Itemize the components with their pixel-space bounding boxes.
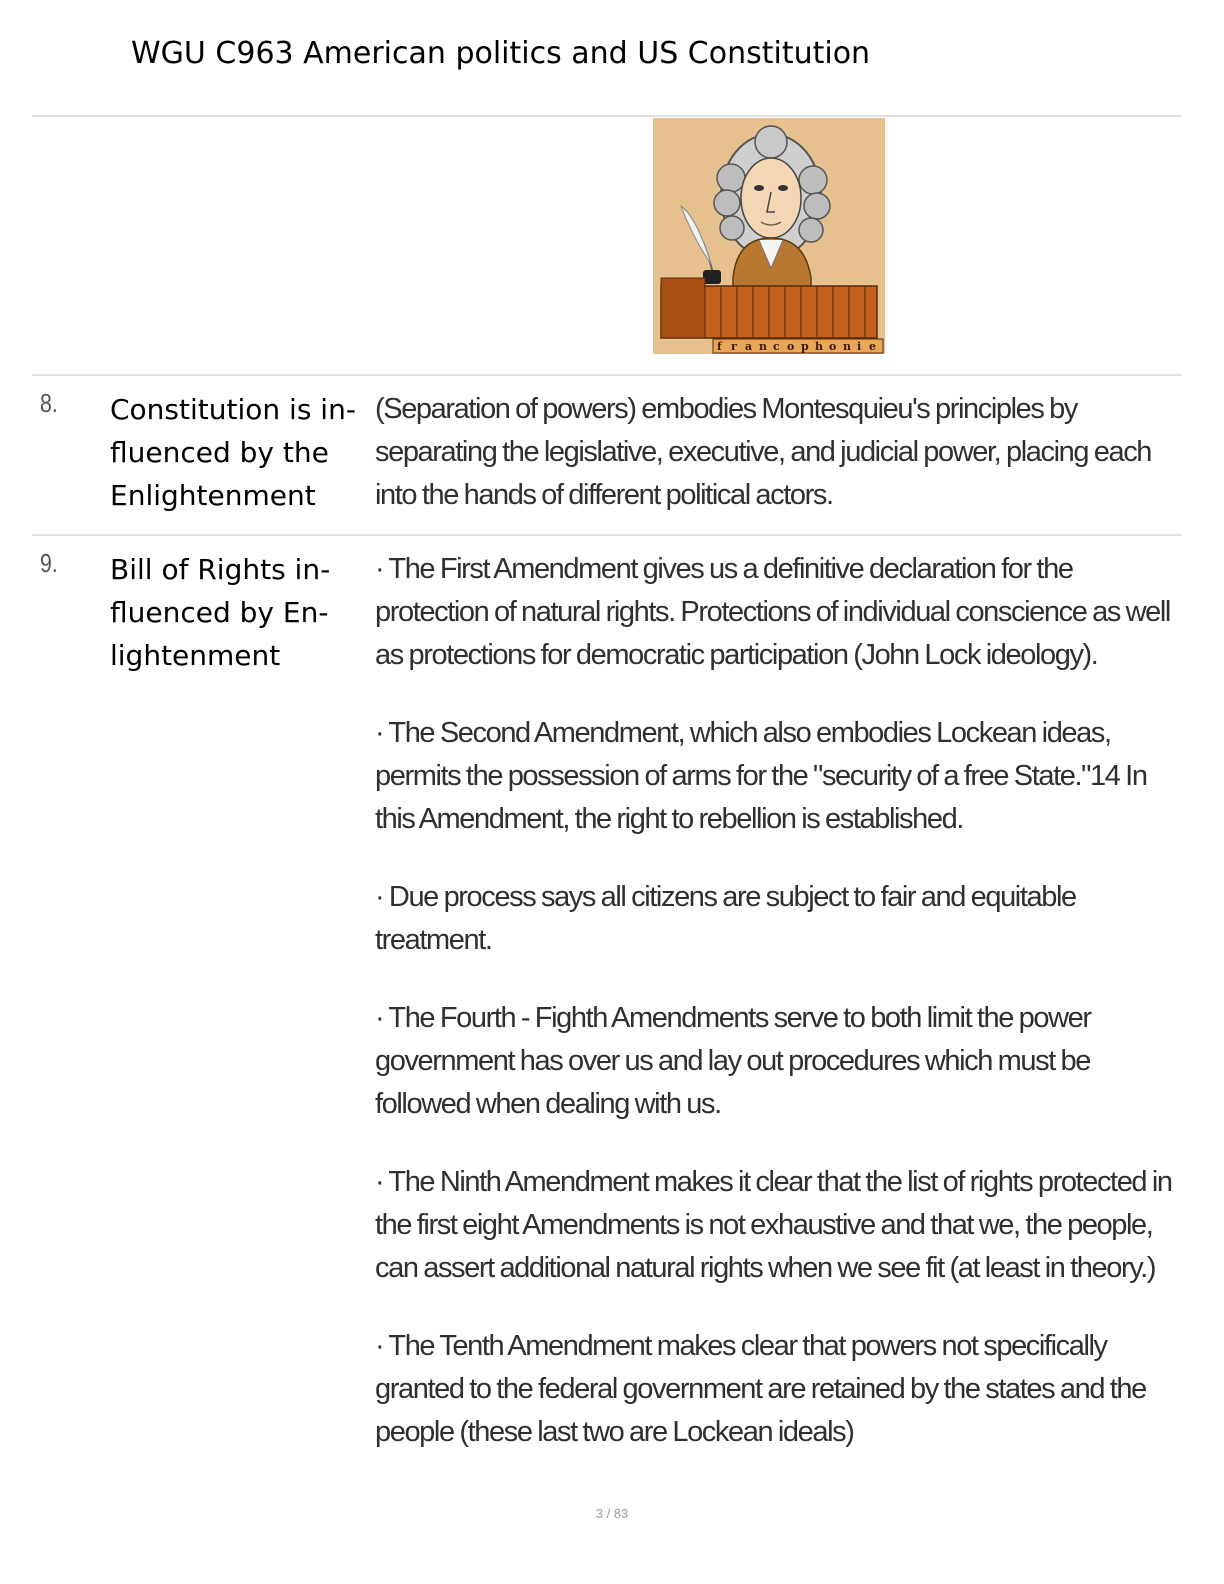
term-number: 8.	[40, 388, 58, 418]
definition-paragraph: (Separation of powers) embodies Montesquieu's principles by separating the legislative, executive, and judicial power, placing each into the hands of different political actors.	[375, 393, 1152, 511]
definition-paragraph: · Due process says all citizens are subject to fair and equitable treatment.	[375, 881, 1076, 956]
definition-paragraph: · The Tenth Amendment makes clear that powers not specifically granted to the federal government are retained by the states and the people (these last two are Lockean ideals)	[375, 1330, 1146, 1448]
divider	[32, 374, 1182, 376]
term-title	[110, 388, 375, 517]
term-title-line: fluenced by the	[110, 436, 329, 469]
banner-letter: o	[787, 340, 795, 353]
banner-letter: c	[773, 340, 780, 353]
definition-paragraph: · The Second Amendment, which also embodies Lockean ideas, permits the possession of arms for the "security of a free State."14 In this Amendment, the right to rebellion is established.	[375, 717, 1147, 835]
term-number: 9.	[40, 548, 58, 578]
philosopher-caricature-illustration	[653, 118, 885, 354]
term-title	[110, 548, 375, 677]
definition-paragraph: · The Ninth Amendment makes it clear that the list of rights protected in the first eight Amendments is not exhaustive and that we, the people, can assert additional natural rights when we see fit (at least in theory.)	[375, 1166, 1172, 1284]
term-title-line: Enlightenment	[110, 479, 316, 512]
term-title-line: Bill of Rights in-	[110, 553, 331, 586]
banner-letter: n	[759, 340, 767, 353]
banner-letter: o	[829, 340, 837, 353]
banner-letter: a	[745, 340, 753, 353]
term-definition	[375, 548, 1180, 1454]
document-title: WGU C963 American politics and US Constitution	[131, 36, 871, 71]
banner-letter: f	[717, 340, 722, 353]
caricature-image	[653, 118, 885, 354]
divider	[32, 534, 1182, 536]
term-title-line: fluenced by En-	[110, 596, 329, 629]
term-title-line: lightenment	[110, 639, 281, 672]
definition-paragraph: · The Fourth - Fighth Amendments serve to both limit the power government has over us and lay out procedures which must be followed when dealing with us.	[375, 1002, 1091, 1120]
banner-letter: i	[857, 340, 862, 353]
page-number: 3 / 83	[595, 1506, 629, 1521]
divider	[32, 115, 1182, 117]
banner-letter: p	[801, 340, 809, 353]
banner-letter: n	[843, 340, 851, 353]
definition-paragraph: · The First Amendment gives us a definitive declaration for the protection of natural rights. Protections of individual conscience as well as protections for democratic participation (John Lock ideology).	[375, 553, 1170, 671]
banner-letter: r	[731, 340, 737, 353]
banner-letter: h	[815, 340, 823, 353]
term-definition	[375, 388, 1180, 517]
banner-letter: e	[869, 340, 876, 353]
term-title-line: Constitution is in-	[110, 393, 356, 426]
